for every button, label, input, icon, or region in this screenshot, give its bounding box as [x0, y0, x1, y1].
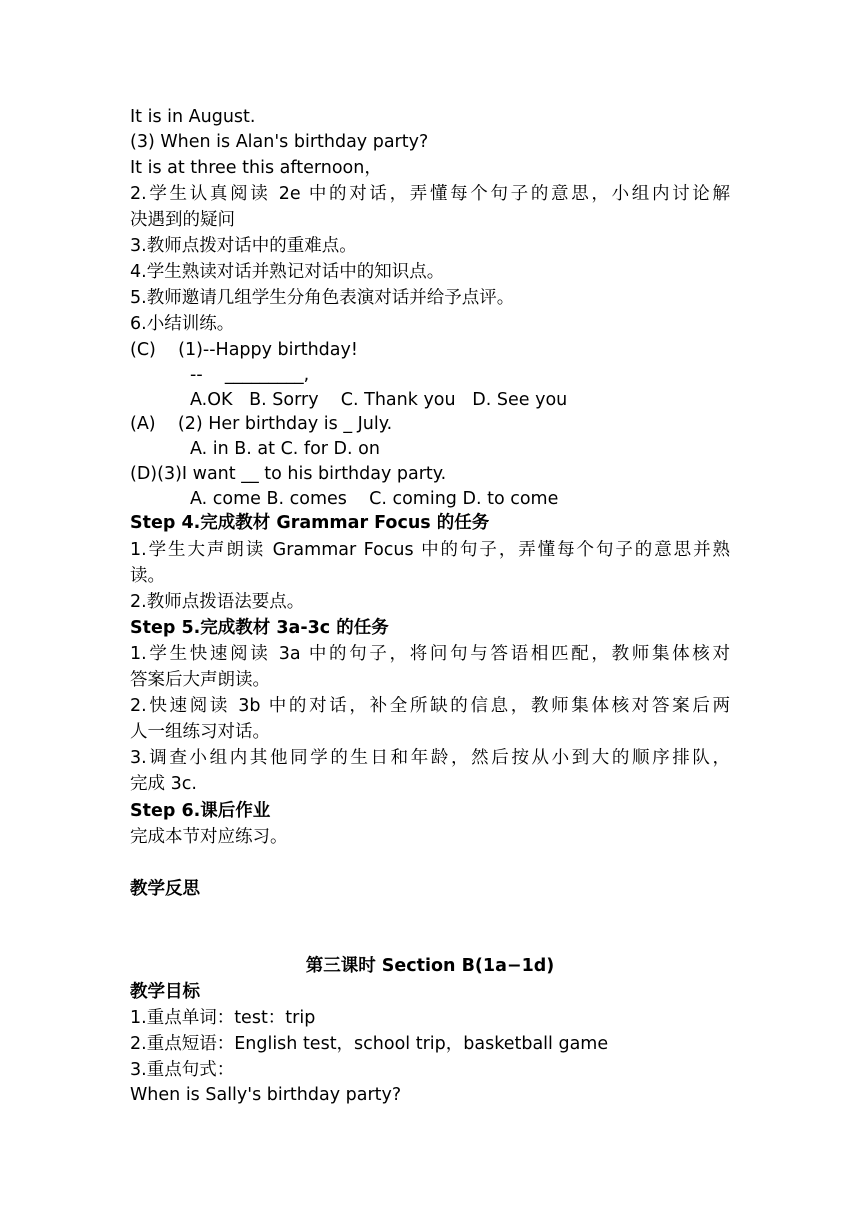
text-line: 2.快速阅读 3b 中的对话，补全所缺的信息，教师集体核对答案后两: [130, 696, 730, 716]
exercise-blank: -- _________,: [190, 365, 310, 385]
text-line: 答案后大声朗读。: [130, 670, 270, 690]
text-line: When is Sally's birthday party?: [130, 1085, 402, 1105]
text-line: 2.重点短语：English test，school trip，basketball game: [130, 1034, 609, 1054]
text-line: 3.调查小组内其他同学的生日和年龄，然后按从小到大的顺序排队，: [130, 748, 730, 768]
text-line: 1.学生大声朗读 Grammar Focus 中的句子，弄懂每个句子的意思并熟: [130, 540, 730, 560]
text-line: 2.学生认真阅读 2e 中的对话，弄懂每个句子的意思，小组内讨论解: [130, 184, 730, 204]
step-heading: Step 5.完成教材 3a-3c 的任务: [130, 618, 389, 638]
text-line: (3) When is Alan's birthday party?: [130, 132, 429, 152]
text-line: 1.重点单词：test：trip: [130, 1008, 316, 1028]
step-heading: Step 6.课后作业: [130, 801, 271, 821]
section-heading: 教学目标: [130, 982, 200, 1002]
section-heading: 教学反思: [130, 879, 200, 899]
exercise-options: A.OK B. Sorry C. Thank you D. See you: [190, 390, 568, 410]
text-line: 4.学生熟读对话并熟记对话中的知识点。: [130, 262, 445, 282]
text-line: 6.小结训练。: [130, 314, 235, 334]
exercise-question: (C) (1)--Happy birthday!: [130, 340, 358, 360]
text-line: It is in August.: [130, 107, 256, 127]
text-line: 3.教师点拨对话中的重难点。: [130, 236, 357, 256]
exercise-options: A. in B. at C. for D. on: [190, 439, 380, 459]
text-line: 2.教师点拨语法要点。: [130, 592, 305, 612]
exercise-question: (A) (2) Her birthday is _ July.: [130, 414, 393, 434]
text-line: 完成本节对应练习。: [130, 827, 288, 847]
text-line: 人一组练习对话。: [130, 722, 270, 742]
text-line: 5.教师邀请几组学生分角色表演对话并给予点评。: [130, 288, 515, 308]
text-line: 1.学生快速阅读 3a 中的句子，将问句与答语相匹配，教师集体核对: [130, 644, 730, 664]
lesson-title: 第三课时 Section B(1a−1d): [305, 956, 555, 976]
text-line: 读。: [130, 566, 165, 586]
text-line: It is at three this afternoon，: [130, 158, 382, 178]
exercise-options: A. come B. comes C. coming D. to come: [190, 489, 559, 509]
step-heading: Step 4.完成教材 Grammar Focus 的任务: [130, 513, 490, 533]
text-line: 3.重点句式：: [130, 1060, 235, 1080]
text-line: 决遇到的疑问: [130, 210, 235, 230]
exercise-question: (D)(3)I want __ to his birthday party.: [130, 464, 447, 484]
text-line: 完成 3c.: [130, 774, 197, 794]
